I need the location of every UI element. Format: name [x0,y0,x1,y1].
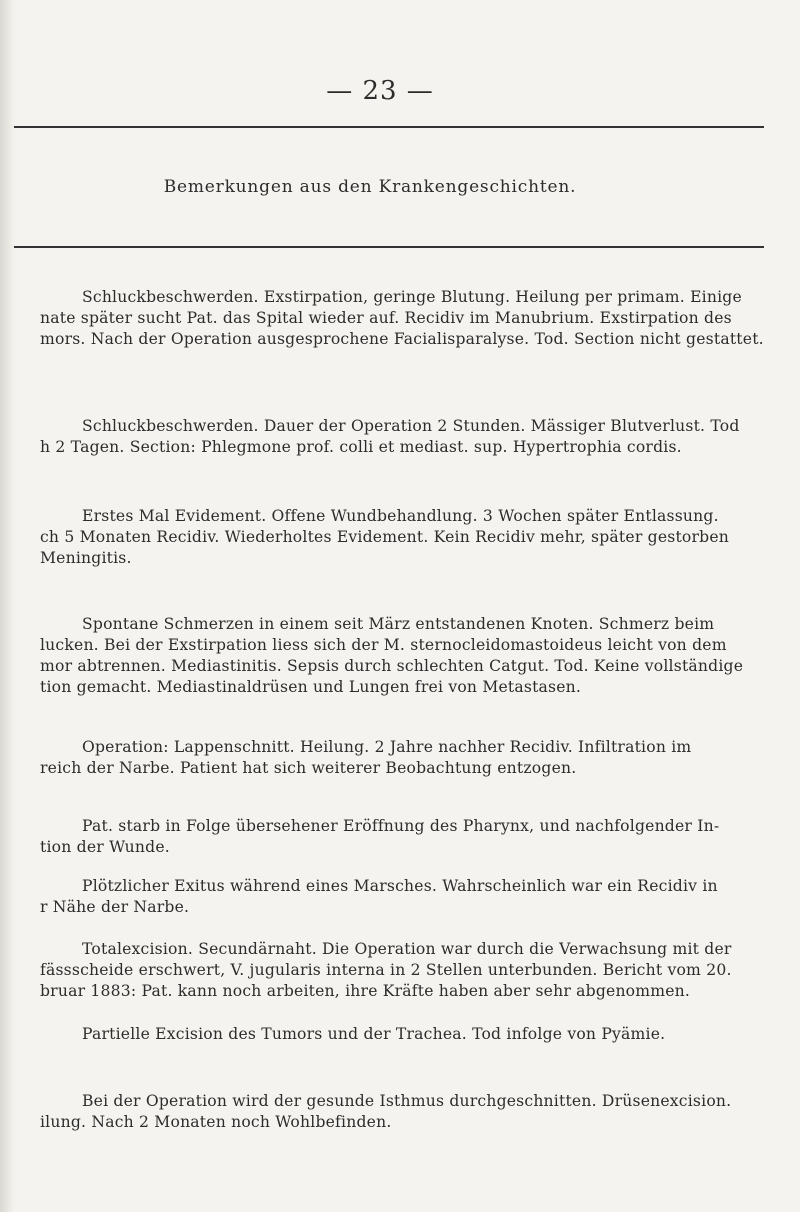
text-line: Totalexcision. Secundärnaht. Die Operation war durch die Verwachsung mit der [82,940,732,958]
text-line: tion der Wunde. [40,838,170,856]
text-line: Operation: Lappenschnitt. Heilung. 2 Jahre nachher Recidiv. Infiltration im [82,738,692,756]
case-note [40,416,766,458]
text-line: Schluckbeschwerden. Dauer der Operation 2 Stunden. Mässiger Blutverlust. Tod [82,417,740,435]
bottom-rule [14,246,764,248]
case-note [40,1091,766,1133]
text-line: reich der Narbe. Patient hat sich weiterer Beobachtung entzogen. [40,759,577,777]
text-line: Bei der Operation wird der gesunde Isthmus durchgeschnitten. Drüsenexcision. [82,1092,732,1110]
text-line: r Nähe der Narbe. [40,898,190,916]
top-rule [14,126,764,128]
text-line: nate später sucht Pat. das Spital wieder auf. Recidiv im Manubrium. Exstirpation des [40,309,732,327]
case-note [40,876,766,918]
text-line: lucken. Bei der Exstirpation liess sich der M. sternocleidomastoideus leicht von dem [40,636,727,654]
text-line: Partielle Excision des Tumors und der Trachea. Tod infolge von Pyämie. [82,1025,666,1043]
text-line: bruar 1883: Pat. kann noch arbeiten, ihre Kräfte haben aber sehr abgenommen. [40,982,691,1000]
case-note [40,614,766,698]
text-line: Meningitis. [40,549,132,567]
text-line: ch 5 Monaten Recidiv. Wiederholtes Evidement. Kein Recidiv mehr, später gestorben [40,528,730,546]
case-note [40,506,766,569]
text-line: ilung. Nach 2 Monaten noch Wohlbefinden. [40,1113,392,1131]
text-line: fässscheide erschwert, V. jugularis interna in 2 Stellen unterbunden. Bericht vom 20. [40,961,732,979]
text-line: Spontane Schmerzen in einem seit März entstandenen Knoten. Schmerz beim [82,615,715,633]
case-note [40,816,766,858]
text-line: Erstes Mal Evidement. Offene Wundbehandlung. 3 Wochen später Entlassung. [82,507,719,525]
text-line: Schluckbeschwerden. Exstirpation, geringe Blutung. Heilung per primam. Einige [82,288,742,306]
text-line: h 2 Tagen. Section: Phlegmone prof. colli et mediast. sup. Hypertrophia cordis. [40,438,682,456]
text-line: mor abtrennen. Mediastinitis. Sepsis durch schlechten Catgut. Tod. Keine vollständige [40,657,744,675]
text-line: mors. Nach der Operation ausgesprochene Facialisparalyse. Tod. Section nicht gestattet. [40,330,764,348]
case-note [40,737,766,779]
text-line: Pat. starb in Folge übersehener Eröffnung des Pharynx, und nachfolgender In- [82,817,720,835]
case-note [40,939,766,1002]
case-note [40,287,766,350]
section-heading: Bemerkungen aus den Krankengeschichten. [163,177,577,197]
case-note [40,1024,766,1045]
page-number: — 23 — [326,76,434,106]
text-line: tion gemacht. Mediastinaldrüsen und Lungen frei von Metastasen. [40,678,582,696]
text-line: Plötzlicher Exitus während eines Marsches. Wahrscheinlich war ein Recidiv in [82,877,718,895]
